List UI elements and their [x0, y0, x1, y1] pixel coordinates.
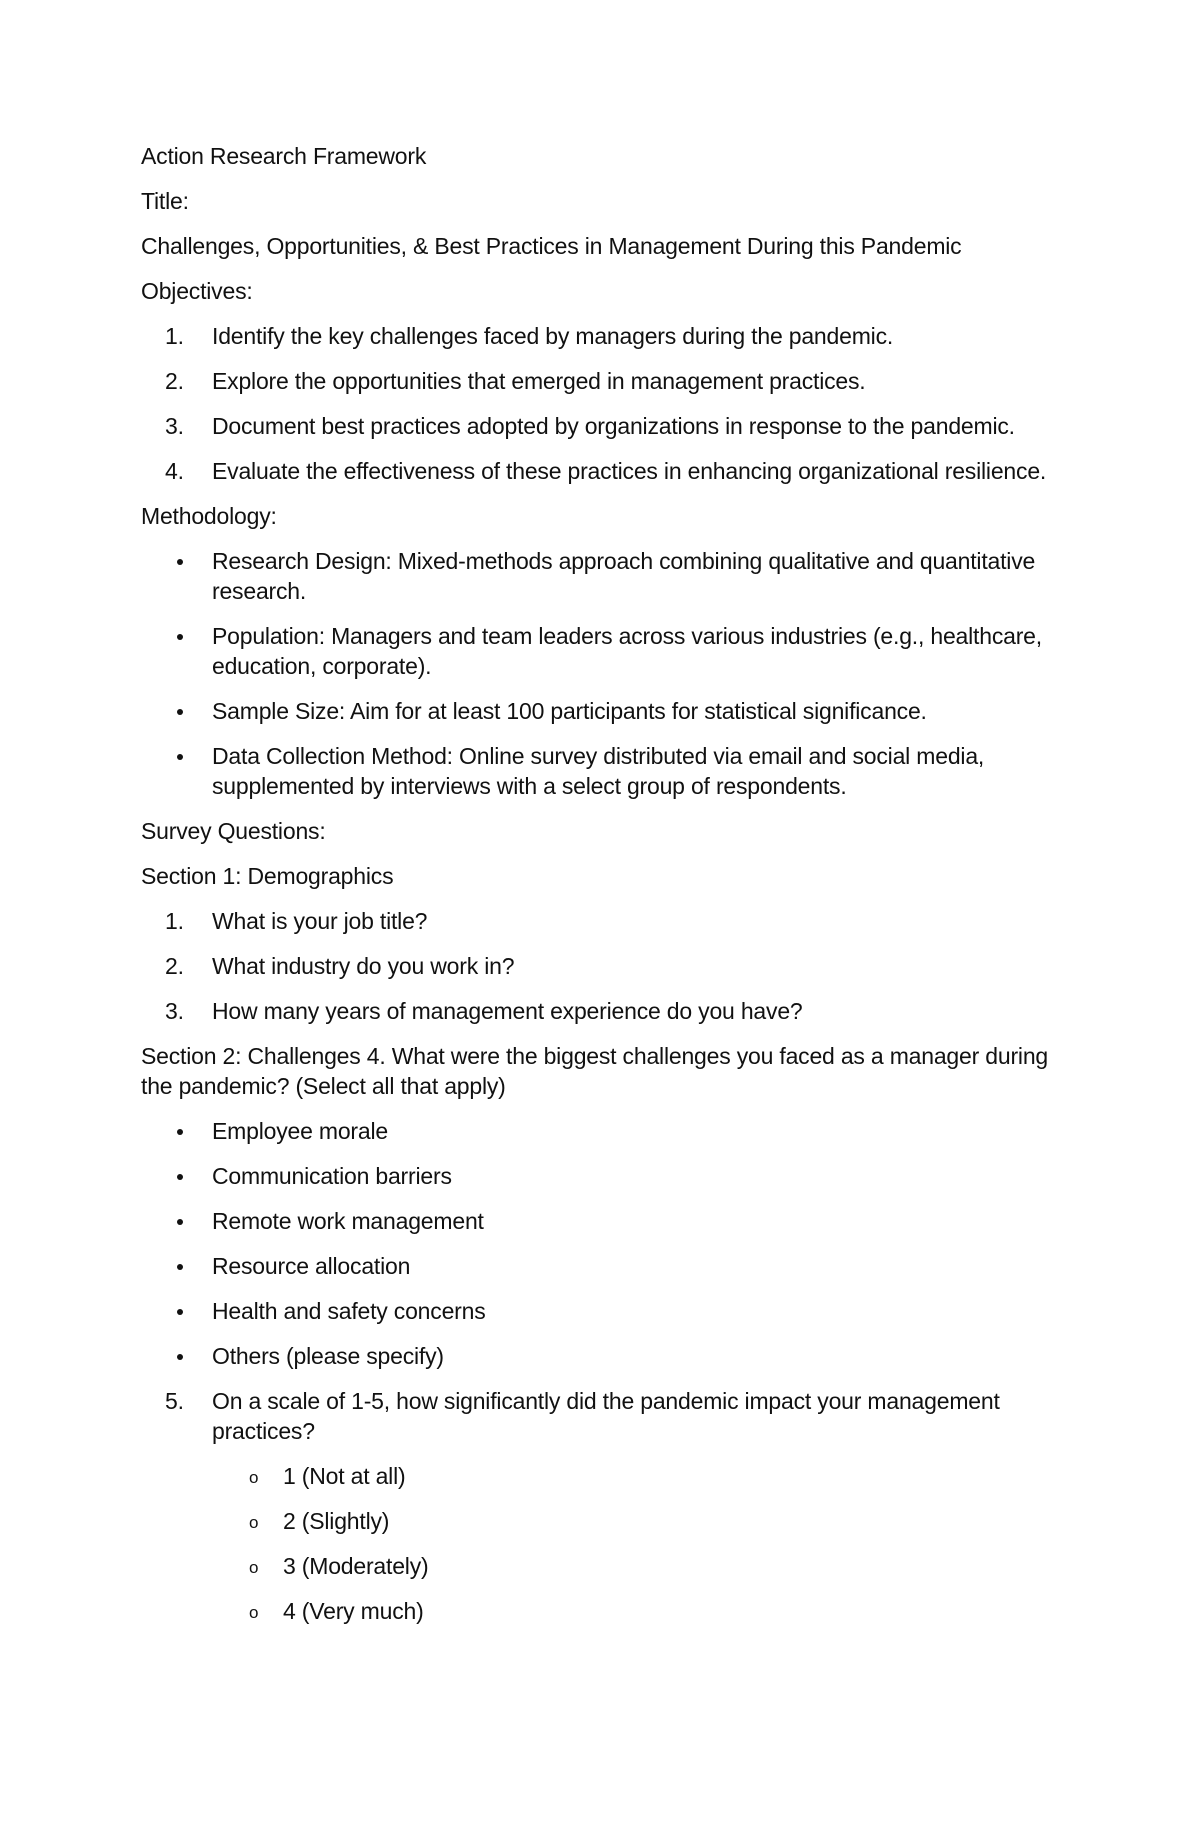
scale-option-text: 4 (Very much) — [283, 1598, 424, 1624]
list-item — [141, 1341, 1071, 1371]
list-item — [141, 1596, 1071, 1626]
scale-option-text: 1 (Not at all) — [283, 1463, 406, 1489]
list-number: 1. — [165, 908, 184, 934]
list-item — [141, 366, 1071, 396]
challenges-options-list — [141, 1116, 1071, 1446]
circle-bullet-icon: o — [249, 1603, 259, 1622]
list-item — [141, 321, 1071, 351]
list-item — [141, 696, 1071, 726]
list-number: 4. — [165, 458, 184, 484]
list-item — [141, 456, 1071, 486]
bullet-icon — [177, 634, 183, 640]
document-heading: Action Research Framework — [141, 143, 427, 169]
list-number: 3. — [165, 413, 184, 439]
list-item — [141, 411, 1071, 441]
list-item — [141, 1386, 1071, 1446]
list-item — [141, 951, 1071, 981]
objectives-label: Objectives: — [141, 278, 253, 304]
list-item — [141, 906, 1071, 936]
methodology-text: Sample Size: Aim for at least 100 participants for statistical significance. — [212, 698, 927, 724]
question-text: What industry do you work in? — [212, 953, 515, 979]
list-item — [141, 1551, 1071, 1581]
objective-text: Document best practices adopted by organizations in response to the pandemic. — [212, 413, 1015, 439]
section1-questions-list — [141, 906, 1071, 1026]
list-item — [141, 621, 1071, 681]
list-item — [141, 1251, 1071, 1281]
list-item — [141, 1206, 1071, 1236]
list-number: 3. — [165, 998, 184, 1024]
circle-bullet-icon: o — [249, 1558, 259, 1577]
methodology-text: Population: Managers and team leaders across various industries (e.g., healthcare, education, corporate). — [212, 623, 1042, 679]
bullet-icon — [177, 1219, 183, 1225]
option-text: Communication barriers — [212, 1163, 452, 1189]
option-text: Health and safety concerns — [212, 1298, 486, 1324]
list-item — [141, 1116, 1071, 1146]
circle-bullet-icon: o — [249, 1468, 259, 1487]
bullet-icon — [177, 559, 183, 565]
scale-options-list — [141, 1461, 1071, 1626]
bullet-icon — [177, 754, 183, 760]
objective-text: Identify the key challenges faced by managers during the pandemic. — [212, 323, 894, 349]
objectives-list — [141, 321, 1071, 486]
list-item — [141, 546, 1071, 606]
methodology-label: Methodology: — [141, 503, 277, 529]
bullet-icon — [177, 1309, 183, 1315]
scale-option-text: 3 (Moderately) — [283, 1553, 429, 1579]
bullet-icon — [177, 1174, 183, 1180]
survey-label: Survey Questions: — [141, 818, 326, 844]
methodology-list — [141, 546, 1071, 801]
option-text: Resource allocation — [212, 1253, 411, 1279]
bullet-icon — [177, 1354, 183, 1360]
bullet-icon — [177, 1264, 183, 1270]
option-text: Others (please specify) — [212, 1343, 444, 1369]
list-item — [141, 1461, 1071, 1491]
list-item — [141, 996, 1071, 1026]
list-item — [141, 741, 1071, 801]
title-text: Challenges, Opportunities, & Best Practices in Management During this Pandemic — [141, 233, 962, 259]
question-text: How many years of management experience do you have? — [212, 998, 803, 1024]
title-label: Title: — [141, 188, 189, 214]
scale-option-text: 2 (Slightly) — [283, 1508, 390, 1534]
methodology-text: Data Collection Method: Online survey distributed via email and social media, supplemented by interviews with a select group of respondents. — [212, 743, 985, 799]
option-text: Remote work management — [212, 1208, 484, 1234]
section2-text: Section 2: Challenges 4. What were the biggest challenges you faced as a manager during the pandemic? (Select all that apply) — [141, 1043, 1049, 1099]
methodology-text: Research Design: Mixed-methods approach combining qualitative and quantitative research. — [212, 548, 1036, 604]
list-item — [141, 1506, 1071, 1536]
objective-text: Explore the opportunities that emerged in management practices. — [212, 368, 866, 394]
list-item — [141, 1161, 1071, 1191]
document-page — [141, 141, 1071, 1641]
list-number: 2. — [165, 368, 184, 394]
list-number: 2. — [165, 953, 184, 979]
question-text: On a scale of 1-5, how significantly did the pandemic impact your management practices? — [212, 1388, 1000, 1444]
option-text: Employee morale — [212, 1118, 388, 1144]
section1-label: Section 1: Demographics — [141, 863, 394, 889]
bullet-icon — [177, 1129, 183, 1135]
bullet-icon — [177, 709, 183, 715]
question-text: What is your job title? — [212, 908, 428, 934]
circle-bullet-icon: o — [249, 1513, 259, 1532]
objective-text: Evaluate the effectiveness of these practices in enhancing organizational resilience. — [212, 458, 1047, 484]
list-item — [141, 1296, 1071, 1326]
list-number: 5. — [165, 1388, 184, 1414]
list-number: 1. — [165, 323, 184, 349]
